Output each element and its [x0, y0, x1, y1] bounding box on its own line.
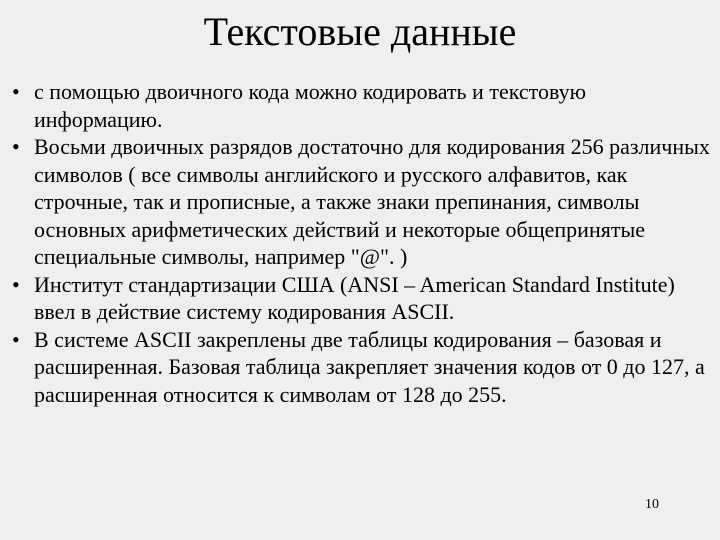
bullet-item — [12, 133, 710, 271]
bullet-text: Восьми двоичных разрядов достаточно для кодирования 256 различных символов ( все символы английского и русского алфавитов, как строчные, так и прописные, а также знаки препинания, символы основных арифметических действий и некоторые общепринятые специальные символы, например "@". ) — [34, 134, 710, 269]
bullet-dot-icon: • — [12, 134, 20, 159]
page-number: 10 — [645, 497, 659, 512]
bullet-item — [12, 78, 710, 133]
slide-title: Текстовые данные — [203, 9, 517, 54]
bullet-item — [12, 326, 710, 409]
bullet-text: В системе ASCII закреплены две таблицы кодирования – базовая и расширенная. Базовая таблица закрепляет значения кодов от 0 до 127, а расширенная относится к символам от 128 до 255. — [34, 326, 705, 407]
bullet-dot-icon: • — [12, 326, 20, 352]
bullet-text: Институт стандартизации США (ANSI – American Standard Institute) ввел в действие систему кодирования ASCII. — [34, 271, 675, 324]
bullet-list — [12, 78, 710, 408]
bullet-dot-icon: • — [12, 271, 20, 297]
bullet-item — [12, 271, 710, 326]
bullet-dot-icon: • — [12, 79, 20, 104]
bullet-text: с помощью двоичного кода можно кодировать и текстовую информацию. — [34, 79, 587, 132]
